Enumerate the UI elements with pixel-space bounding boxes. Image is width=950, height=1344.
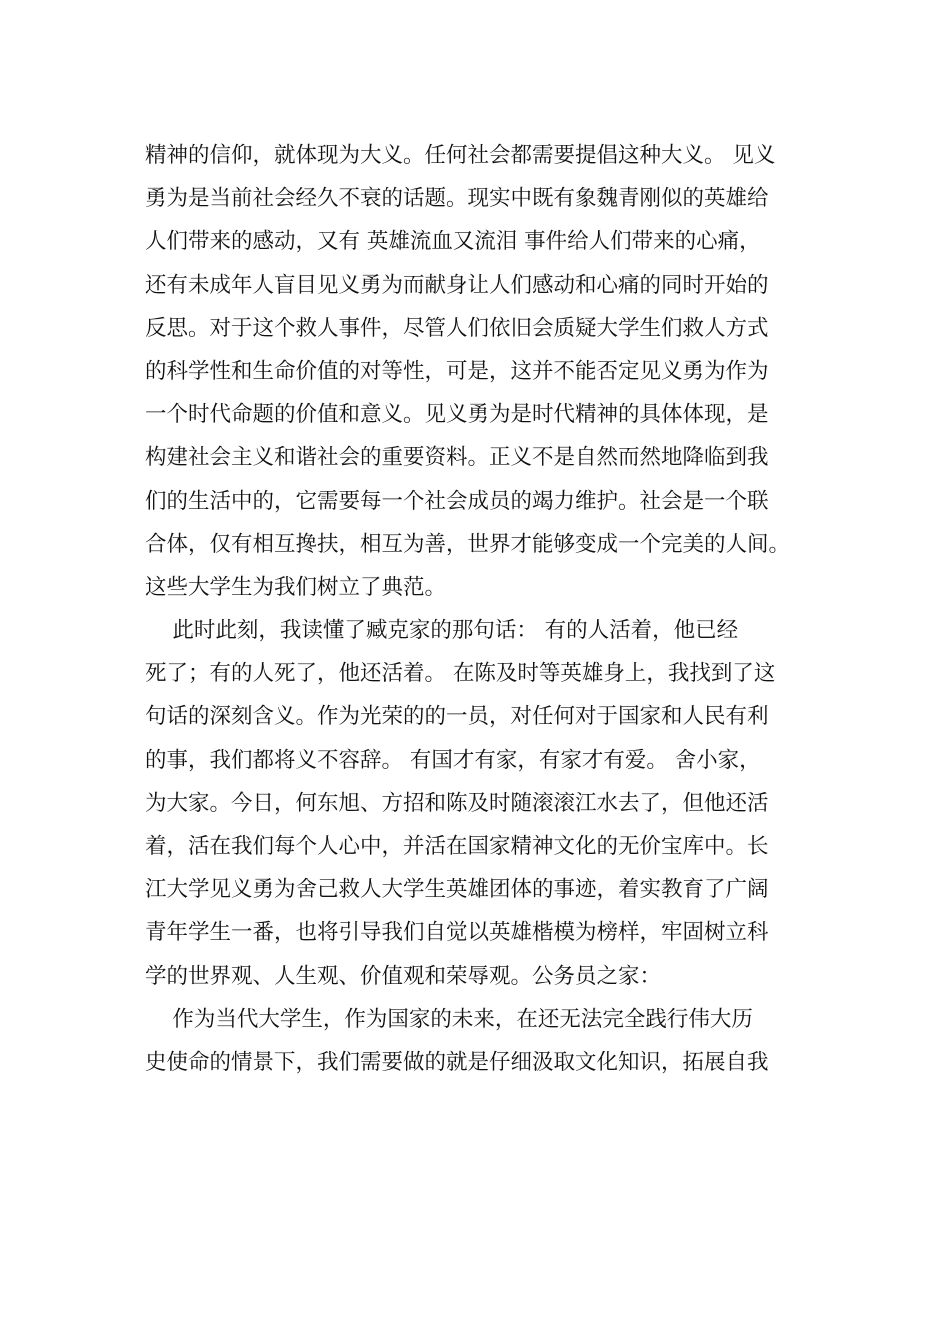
text-line: 青年学生一番，也将引导我们自觉以英雄楷模为榜样，牢固树立科 — [145, 920, 769, 946]
text-line: 反思。对于这个救人事件，尽管人们依旧会质疑大学生们救人方式 — [145, 315, 769, 341]
text-line: 为大家。今日，何东旭、方招和陈及时随滚滚江水去了，但他还活 — [145, 790, 769, 816]
text-line: 这些大学生为我们树立了典范。 — [145, 574, 447, 600]
text-line: 死了；有的人死了，他还活着。 在陈及时等英雄身上，我找到了这 — [145, 661, 776, 687]
text-line: 勇为是当前社会经久不衰的话题。现实中既有象魏青刚似的英雄给 — [145, 186, 769, 212]
text-line: 精神的信仰，就体现为大义。任何社会都需要提倡这种大义。 见义 — [145, 143, 776, 168]
text-line: 还有未成年人盲目见义勇为而献身让人们感动和心痛的同时开始的 — [145, 272, 769, 298]
text-line: 合体，仅有相互搀扶，相互为善，世界才能够变成一个完美的人间。 — [145, 531, 791, 557]
text-line: 江大学见义勇为舍己救人大学生英雄团体的事迹，着实教育了广阔 — [145, 877, 769, 903]
text-line: 着，活在我们每个人心中，并活在国家精神文化的无价宝库中。长 — [145, 834, 769, 859]
text-line: 此时此刻，我读懂了臧克家的那句话： 有的人活着，他已经 — [145, 618, 739, 644]
body-text — [145, 134, 825, 1084]
text-line: 作为当代大学生，作为国家的未来，在还无法完全践行伟大历 — [145, 1006, 753, 1032]
text-line: 史使命的情景下，我们需要做的就是仔细汲取文化知识，拓展自我 — [145, 1049, 769, 1075]
text-line: 的事，我们都将义不容辞。 有国才有家，有家才有爱。 舍小家， — [145, 747, 761, 773]
text-line: 人们带来的感动，又有 英雄流血又流泪 事件给人们带来的心痛， — [145, 229, 761, 255]
text-line: 学的世界观、人生观、价值观和荣辱观。公务员之家： — [145, 963, 662, 989]
text-line: 的科学性和生命价值的对等性，可是，这并不能否定见义勇为作为 — [145, 358, 769, 384]
text-line: 们的生活中的，它需要每一个社会成员的竭力维护。社会是一个联 — [145, 488, 769, 514]
text-line: 句话的深刻含义。作为光荣的的一员，对任何对于国家和人民有利 — [145, 704, 769, 730]
text-line: 构建社会主义和谐社会的重要资料。正义不是自然而然地降临到我 — [145, 445, 769, 471]
text-line: 一个时代命题的价值和意义。见义勇为是时代精神的具体体现，是 — [145, 402, 769, 428]
